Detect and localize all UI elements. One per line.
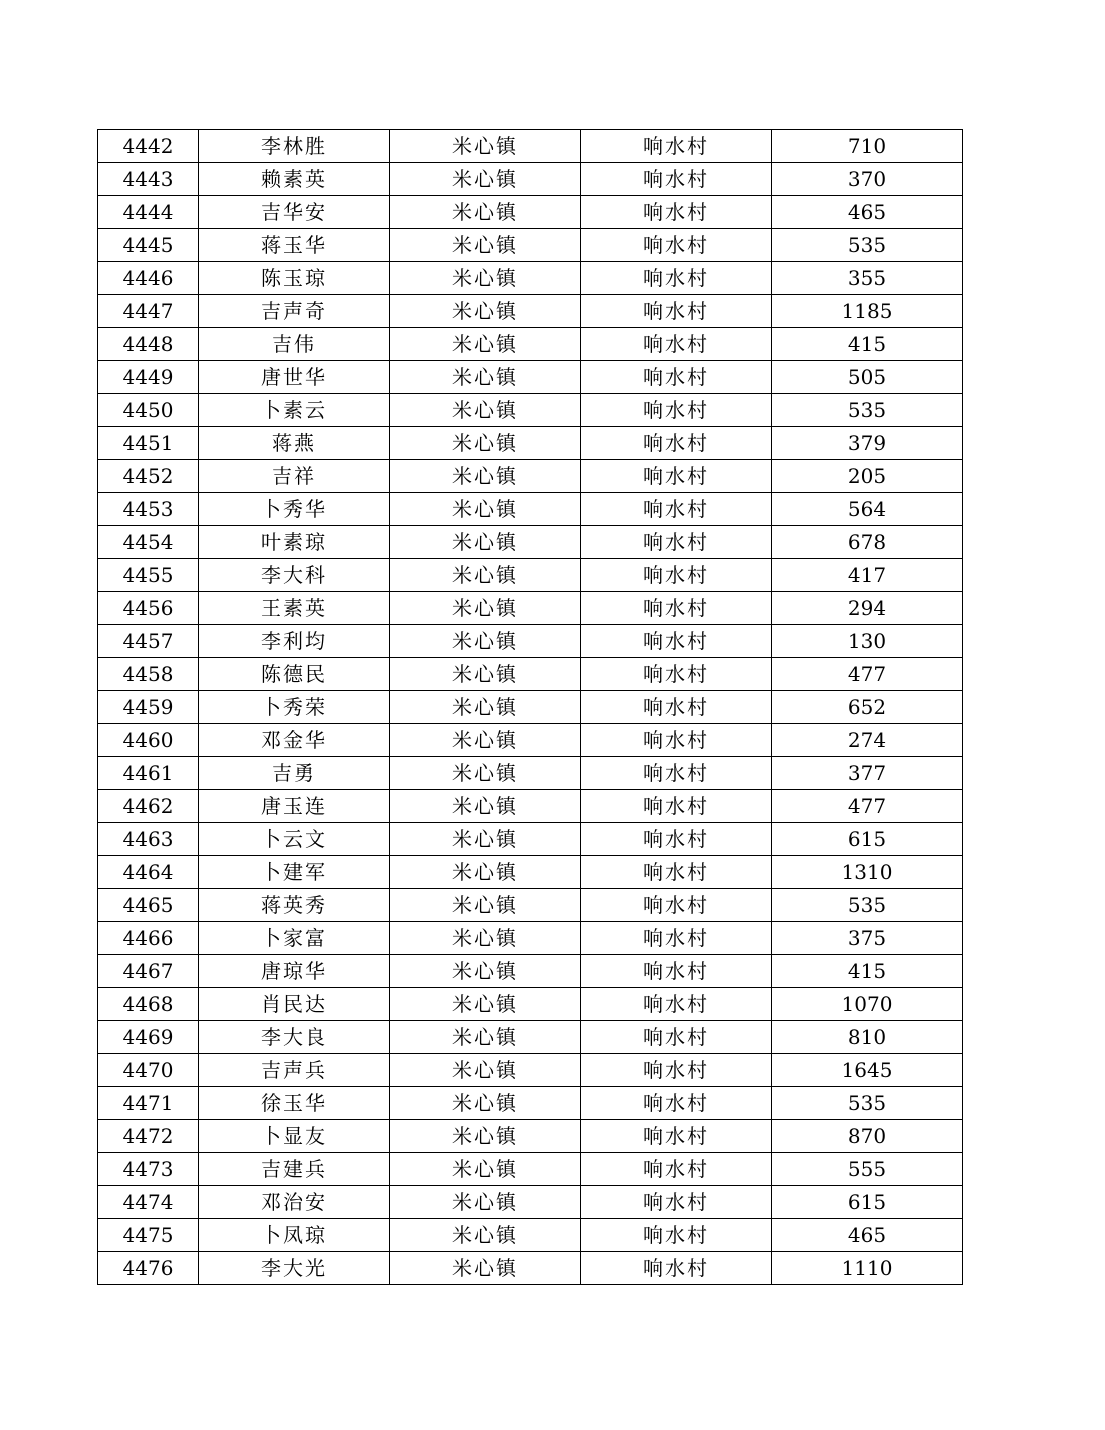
town-cell: 米心镇 (390, 229, 581, 262)
town-cell: 米心镇 (390, 361, 581, 394)
row-number-cell: 4464 (98, 856, 199, 889)
amount-cell: 294 (772, 592, 963, 625)
town-cell: 米心镇 (390, 625, 581, 658)
amount-cell: 477 (772, 790, 963, 823)
village-cell: 响水村 (581, 955, 772, 988)
row-number-cell: 4456 (98, 592, 199, 625)
table-row (98, 1153, 963, 1186)
person-name-cell: 卜素云 (199, 394, 390, 427)
town-cell: 米心镇 (390, 1186, 581, 1219)
amount-cell: 564 (772, 493, 963, 526)
amount-cell: 535 (772, 394, 963, 427)
row-number-cell: 4461 (98, 757, 199, 790)
amount-cell: 417 (772, 559, 963, 592)
town-cell: 米心镇 (390, 196, 581, 229)
row-number-cell: 4460 (98, 724, 199, 757)
person-name-cell: 吉声兵 (199, 1054, 390, 1087)
town-cell: 米心镇 (390, 955, 581, 988)
village-cell: 响水村 (581, 922, 772, 955)
town-cell: 米心镇 (390, 394, 581, 427)
table-row (98, 163, 963, 196)
amount-cell: 535 (772, 229, 963, 262)
amount-cell: 130 (772, 625, 963, 658)
person-name-cell: 唐玉连 (199, 790, 390, 823)
amount-cell: 505 (772, 361, 963, 394)
table-row (98, 889, 963, 922)
row-number-cell: 4448 (98, 328, 199, 361)
amount-cell: 379 (772, 427, 963, 460)
person-name-cell: 蒋玉华 (199, 229, 390, 262)
person-name-cell: 李大科 (199, 559, 390, 592)
row-number-cell: 4447 (98, 295, 199, 328)
town-cell: 米心镇 (390, 1021, 581, 1054)
town-cell: 米心镇 (390, 691, 581, 724)
amount-cell: 652 (772, 691, 963, 724)
row-number-cell: 4455 (98, 559, 199, 592)
row-number-cell: 4466 (98, 922, 199, 955)
person-name-cell: 蒋英秀 (199, 889, 390, 922)
row-number-cell: 4442 (98, 130, 199, 163)
village-cell: 响水村 (581, 196, 772, 229)
table-row (98, 922, 963, 955)
person-name-cell: 卜显友 (199, 1120, 390, 1153)
person-name-cell: 李大良 (199, 1021, 390, 1054)
row-number-cell: 4457 (98, 625, 199, 658)
village-cell: 响水村 (581, 394, 772, 427)
village-cell: 响水村 (581, 460, 772, 493)
person-name-cell: 卜建军 (199, 856, 390, 889)
village-cell: 响水村 (581, 1153, 772, 1186)
row-number-cell: 4450 (98, 394, 199, 427)
person-name-cell: 李利均 (199, 625, 390, 658)
village-cell: 响水村 (581, 229, 772, 262)
village-cell: 响水村 (581, 856, 772, 889)
village-cell: 响水村 (581, 625, 772, 658)
person-name-cell: 邓金华 (199, 724, 390, 757)
town-cell: 米心镇 (390, 757, 581, 790)
town-cell: 米心镇 (390, 262, 581, 295)
village-cell: 响水村 (581, 757, 772, 790)
table-row (98, 724, 963, 757)
table-row (98, 295, 963, 328)
town-cell: 米心镇 (390, 658, 581, 691)
row-number-cell: 4451 (98, 427, 199, 460)
amount-cell: 377 (772, 757, 963, 790)
amount-cell: 870 (772, 1120, 963, 1153)
table-row (98, 691, 963, 724)
amount-cell: 535 (772, 889, 963, 922)
amount-cell: 477 (772, 658, 963, 691)
table-row (98, 1252, 963, 1285)
amount-cell: 375 (772, 922, 963, 955)
town-cell: 米心镇 (390, 526, 581, 559)
table-row (98, 460, 963, 493)
village-cell: 响水村 (581, 889, 772, 922)
amount-cell: 415 (772, 328, 963, 361)
town-cell: 米心镇 (390, 1054, 581, 1087)
amount-cell: 355 (772, 262, 963, 295)
village-cell: 响水村 (581, 559, 772, 592)
row-number-cell: 4463 (98, 823, 199, 856)
town-cell: 米心镇 (390, 1087, 581, 1120)
amount-cell: 465 (772, 196, 963, 229)
table-row (98, 361, 963, 394)
person-name-cell: 卜秀荣 (199, 691, 390, 724)
table-row (98, 262, 963, 295)
table-row (98, 790, 963, 823)
row-number-cell: 4458 (98, 658, 199, 691)
town-cell: 米心镇 (390, 163, 581, 196)
person-name-cell: 李林胜 (199, 130, 390, 163)
person-name-cell: 吉建兵 (199, 1153, 390, 1186)
row-number-cell: 4475 (98, 1219, 199, 1252)
amount-cell: 205 (772, 460, 963, 493)
town-cell: 米心镇 (390, 328, 581, 361)
town-cell: 米心镇 (390, 988, 581, 1021)
table-row (98, 229, 963, 262)
person-name-cell: 卜秀华 (199, 493, 390, 526)
village-cell: 响水村 (581, 592, 772, 625)
amount-cell: 465 (772, 1219, 963, 1252)
table-row (98, 658, 963, 691)
person-name-cell: 吉勇 (199, 757, 390, 790)
person-name-cell: 肖民达 (199, 988, 390, 1021)
row-number-cell: 4454 (98, 526, 199, 559)
amount-cell: 535 (772, 1087, 963, 1120)
row-number-cell: 4446 (98, 262, 199, 295)
table-row (98, 394, 963, 427)
row-number-cell: 4471 (98, 1087, 199, 1120)
row-number-cell: 4473 (98, 1153, 199, 1186)
table-row (98, 1120, 963, 1153)
village-cell: 响水村 (581, 1120, 772, 1153)
amount-cell: 274 (772, 724, 963, 757)
row-number-cell: 4452 (98, 460, 199, 493)
person-name-cell: 蒋燕 (199, 427, 390, 460)
person-name-cell: 徐玉华 (199, 1087, 390, 1120)
village-cell: 响水村 (581, 1021, 772, 1054)
person-name-cell: 赖素英 (199, 163, 390, 196)
table-row (98, 757, 963, 790)
row-number-cell: 4444 (98, 196, 199, 229)
town-cell: 米心镇 (390, 856, 581, 889)
village-cell: 响水村 (581, 328, 772, 361)
row-number-cell: 4476 (98, 1252, 199, 1285)
person-name-cell: 王素英 (199, 592, 390, 625)
table-row (98, 1219, 963, 1252)
row-number-cell: 4469 (98, 1021, 199, 1054)
village-cell: 响水村 (581, 493, 772, 526)
person-name-cell: 唐琼华 (199, 955, 390, 988)
village-cell: 响水村 (581, 1219, 772, 1252)
table-row (98, 1087, 963, 1120)
amount-cell: 1070 (772, 988, 963, 1021)
amount-cell: 415 (772, 955, 963, 988)
roster-table-body (98, 130, 963, 1285)
table-row (98, 328, 963, 361)
person-name-cell: 吉华安 (199, 196, 390, 229)
person-name-cell: 李大光 (199, 1252, 390, 1285)
row-number-cell: 4459 (98, 691, 199, 724)
table-row (98, 1054, 963, 1087)
town-cell: 米心镇 (390, 823, 581, 856)
village-cell: 响水村 (581, 790, 772, 823)
town-cell: 米心镇 (390, 559, 581, 592)
person-name-cell: 陈德民 (199, 658, 390, 691)
town-cell: 米心镇 (390, 592, 581, 625)
row-number-cell: 4443 (98, 163, 199, 196)
row-number-cell: 4472 (98, 1120, 199, 1153)
person-name-cell: 叶素琼 (199, 526, 390, 559)
table-row (98, 559, 963, 592)
row-number-cell: 4470 (98, 1054, 199, 1087)
row-number-cell: 4467 (98, 955, 199, 988)
town-cell: 米心镇 (390, 460, 581, 493)
row-number-cell: 4468 (98, 988, 199, 1021)
person-name-cell: 邓治安 (199, 1186, 390, 1219)
village-cell: 响水村 (581, 361, 772, 394)
village-cell: 响水村 (581, 262, 772, 295)
table-row (98, 493, 963, 526)
village-cell: 响水村 (581, 691, 772, 724)
village-cell: 响水村 (581, 1087, 772, 1120)
row-number-cell: 4449 (98, 361, 199, 394)
village-cell: 响水村 (581, 1054, 772, 1087)
village-cell: 响水村 (581, 724, 772, 757)
table-row (98, 427, 963, 460)
village-cell: 响水村 (581, 658, 772, 691)
table-row (98, 823, 963, 856)
table-row (98, 856, 963, 889)
amount-cell: 370 (772, 163, 963, 196)
row-number-cell: 4445 (98, 229, 199, 262)
amount-cell: 678 (772, 526, 963, 559)
town-cell: 米心镇 (390, 1219, 581, 1252)
person-name-cell: 吉伟 (199, 328, 390, 361)
town-cell: 米心镇 (390, 1153, 581, 1186)
village-cell: 响水村 (581, 295, 772, 328)
amount-cell: 810 (772, 1021, 963, 1054)
town-cell: 米心镇 (390, 493, 581, 526)
amount-cell: 1110 (772, 1252, 963, 1285)
table-row (98, 196, 963, 229)
amount-cell: 1645 (772, 1054, 963, 1087)
amount-cell: 615 (772, 823, 963, 856)
village-cell: 响水村 (581, 1186, 772, 1219)
village-cell: 响水村 (581, 526, 772, 559)
town-cell: 米心镇 (390, 1252, 581, 1285)
table-row (98, 625, 963, 658)
row-number-cell: 4474 (98, 1186, 199, 1219)
table-row (98, 130, 963, 163)
village-cell: 响水村 (581, 1252, 772, 1285)
row-number-cell: 4453 (98, 493, 199, 526)
town-cell: 米心镇 (390, 1120, 581, 1153)
table-row (98, 592, 963, 625)
roster-table (97, 129, 963, 1285)
row-number-cell: 4465 (98, 889, 199, 922)
table-row (98, 955, 963, 988)
village-cell: 响水村 (581, 427, 772, 460)
town-cell: 米心镇 (390, 922, 581, 955)
town-cell: 米心镇 (390, 295, 581, 328)
person-name-cell: 唐世华 (199, 361, 390, 394)
table-row (98, 526, 963, 559)
amount-cell: 555 (772, 1153, 963, 1186)
amount-cell: 710 (772, 130, 963, 163)
village-cell: 响水村 (581, 988, 772, 1021)
person-name-cell: 吉祥 (199, 460, 390, 493)
row-number-cell: 4462 (98, 790, 199, 823)
person-name-cell: 卜云文 (199, 823, 390, 856)
amount-cell: 1185 (772, 295, 963, 328)
amount-cell: 615 (772, 1186, 963, 1219)
town-cell: 米心镇 (390, 724, 581, 757)
table-row (98, 988, 963, 1021)
table-row (98, 1186, 963, 1219)
town-cell: 米心镇 (390, 427, 581, 460)
village-cell: 响水村 (581, 823, 772, 856)
amount-cell: 1310 (772, 856, 963, 889)
village-cell: 响水村 (581, 163, 772, 196)
person-name-cell: 卜凤琼 (199, 1219, 390, 1252)
town-cell: 米心镇 (390, 790, 581, 823)
person-name-cell: 吉声奇 (199, 295, 390, 328)
village-cell: 响水村 (581, 130, 772, 163)
town-cell: 米心镇 (390, 889, 581, 922)
person-name-cell: 陈玉琼 (199, 262, 390, 295)
table-row (98, 1021, 963, 1054)
town-cell: 米心镇 (390, 130, 581, 163)
person-name-cell: 卜家富 (199, 922, 390, 955)
